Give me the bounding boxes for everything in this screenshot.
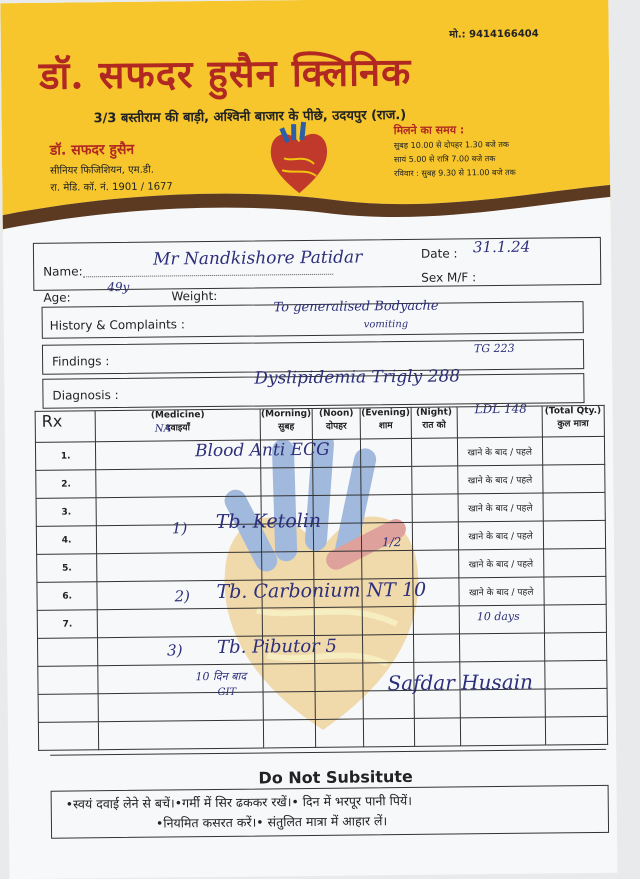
total-header-hi: कुल मात्रा [557, 419, 589, 430]
heart-icon [264, 118, 335, 199]
dose-cell [412, 466, 458, 494]
findings-value: TG 223 [473, 341, 515, 356]
doctor-name: डॉ. सफदर हुसैन [49, 141, 135, 159]
total-cell [544, 632, 607, 661]
dose-cell [314, 607, 362, 636]
clinic-address: 3/3 बस्तीराम की बाड़ी, अश्विनी बाजार के पीछे, उदयपुर (राज.) [93, 107, 407, 127]
table-row [38, 716, 607, 750]
dose-cell [411, 438, 457, 466]
row-number: 7. [37, 610, 98, 639]
handwritten-dose: 1/2 [381, 535, 402, 550]
row-number [38, 694, 99, 723]
meal-cell: खाने के बाद / पहले [458, 549, 543, 578]
footer-divider [50, 749, 606, 756]
noon-header-en: (Noon) [318, 408, 354, 419]
meal-cell [460, 717, 545, 746]
dose-cell [412, 522, 458, 550]
medicine-cell [96, 468, 261, 498]
dose-cell [414, 718, 460, 746]
total-cell [543, 520, 606, 549]
dose-cell [313, 467, 361, 496]
medicine-cell [97, 552, 262, 582]
meal-cell: खाने के बाद / पहले [458, 493, 543, 522]
dose-cell [263, 691, 316, 720]
advice-line: •स्वयं दवाई लेने से बचें।•गर्मी में सिर ढककर रखें।• दिन में भरपूर पानी पियें। [65, 792, 412, 812]
total-cell [542, 464, 605, 493]
findings-label: Findings : [52, 354, 110, 369]
total-cell [542, 436, 605, 465]
dose-cell [361, 466, 412, 495]
meal-cell: खाने के बाद / पहले [458, 521, 543, 550]
timing-line: रविवार : सुबह 9.30 से 11.00 बजे तक [394, 167, 516, 179]
total-cell [543, 548, 606, 577]
dose-cell [360, 438, 411, 467]
meal-column-header [457, 406, 542, 438]
doctor-qualification [50, 161, 173, 196]
clinic-title: डॉ. सफदर हुसैन क्लिनिक [38, 48, 412, 98]
advice-line: •नियमित कसरत करें।• संतुलित मात्रा में आहार लें। [155, 813, 388, 831]
health-advice-box [51, 785, 609, 839]
timing-title: मिलने का समय : [393, 123, 465, 138]
handwritten-line: Tb. Ketolin [215, 509, 322, 533]
dose-cell [413, 606, 459, 634]
dose-cell [262, 607, 315, 636]
history-label: History & Complaints : [49, 317, 185, 333]
age-label: Age: [43, 290, 71, 305]
diagnosis-value: Dyslipidemia Trigly 288 [254, 366, 461, 389]
noon-header-hi: दोपहर [325, 421, 347, 432]
handwritten-number: 1) [171, 519, 188, 538]
registration-line: रा. मेडि. कॉ. नं. 1901 / 1677 [50, 181, 173, 194]
medicine-header-en: (Medicine) [150, 410, 205, 421]
sex-label: Sex M/F : [421, 270, 477, 285]
medicine-header-hi: दवाइयाँ [165, 423, 190, 434]
night-header-en: (Night) [415, 407, 453, 418]
patient-name: Mr Nandkishore Patidar [152, 247, 363, 270]
row-number [38, 722, 99, 751]
evening-header-hi: शाम [378, 421, 393, 432]
handwritten-number: 3) [167, 641, 183, 660]
dose-cell [263, 719, 316, 748]
weight-label: Weight: [171, 288, 218, 304]
timing-line: सायं 5.00 से रात्रि 7.00 बजे तक [393, 154, 496, 165]
evening-column-header [360, 407, 411, 439]
evening-header-en: (Evening) [361, 407, 410, 419]
date-label: Date : [420, 246, 458, 261]
dose-cell [315, 663, 363, 692]
dose-cell [362, 550, 413, 579]
name-label: Name: [43, 264, 83, 279]
rx-symbol: Rx [35, 411, 96, 443]
row-number: 4. [36, 526, 97, 555]
medicine-cell [99, 720, 264, 750]
handwritten-note: 10 days [476, 609, 520, 624]
rx-note: NA [154, 423, 171, 435]
handwritten-line: Blood Anti ECG [194, 439, 330, 462]
row-number: 1. [35, 442, 96, 471]
dose-cell [315, 719, 363, 748]
row-number: 2. [36, 470, 97, 499]
row-number: 6. [37, 582, 98, 611]
dose-cell [261, 467, 314, 496]
dose-cell [363, 718, 414, 747]
morning-header-en: (Morning) [260, 408, 312, 420]
total-cell [543, 576, 606, 605]
dose-cell [314, 551, 362, 580]
handwritten-line: 10 दिन बाद [195, 669, 247, 684]
dose-cell [412, 550, 458, 578]
do-not-substitute-title: Do Not Subsitute [258, 766, 413, 788]
meal-cell [459, 633, 544, 662]
dose-cell [363, 634, 414, 663]
dose-cell [263, 663, 316, 692]
dose-cell [362, 606, 413, 635]
medicine-cell [97, 608, 262, 638]
diagnosis-value-2: LDL 148 [474, 401, 527, 417]
total-header-en: (Total Qty.) [544, 405, 602, 417]
noon-column-header [312, 408, 360, 440]
dose-cell [315, 691, 363, 720]
row-number: 3. [36, 498, 97, 527]
morning-column-header [260, 408, 313, 440]
row-number [38, 666, 99, 695]
total-cell [543, 492, 606, 521]
handwritten-number: 2) [174, 587, 191, 606]
total-cell [545, 688, 608, 717]
total-cell [544, 660, 607, 689]
doctor-signature: Safdar Husain [387, 669, 534, 696]
medicine-column-header [95, 409, 260, 442]
night-header-hi: रात को [422, 420, 446, 431]
meal-cell: खाने के बाद / पहले [457, 437, 542, 466]
qualification-line: सीनियर फिजिशियन, एम.डी. [50, 164, 154, 177]
handwritten-line: Tb. Pibutor 5 [216, 635, 338, 658]
timing-line: सुबह 10.00 से दोपहर 1.30 बजे तक [393, 139, 510, 151]
history-value: To generalised Bodyache [273, 298, 439, 316]
timing-block [394, 138, 516, 181]
date-value: 31.1.24 [472, 237, 531, 257]
handwritten-line: Tb. Carbonium NT 10 [216, 578, 427, 603]
total-column-header [542, 405, 605, 437]
history-value-2: vomiting [363, 318, 409, 331]
row-number [38, 638, 99, 667]
meal-cell: खाने के बाद / पहले [459, 577, 544, 606]
night-column-header [411, 407, 457, 438]
dose-cell [261, 551, 314, 580]
diagnosis-label: Diagnosis : [52, 387, 119, 403]
dose-cell [413, 634, 459, 662]
dose-cell [412, 494, 458, 522]
dose-cell [361, 494, 412, 523]
meal-cell: खाने के बाद / पहले [458, 465, 543, 494]
handwritten-line: GIT [217, 686, 237, 698]
total-cell [545, 716, 608, 745]
row-number: 5. [37, 554, 98, 583]
total-cell [544, 604, 607, 633]
clinic-phone: मो.: 9414166404 [449, 28, 539, 41]
age-value: 49y [107, 279, 130, 295]
medicine-cell [98, 692, 263, 722]
morning-header-hi: सुबह [278, 422, 295, 433]
